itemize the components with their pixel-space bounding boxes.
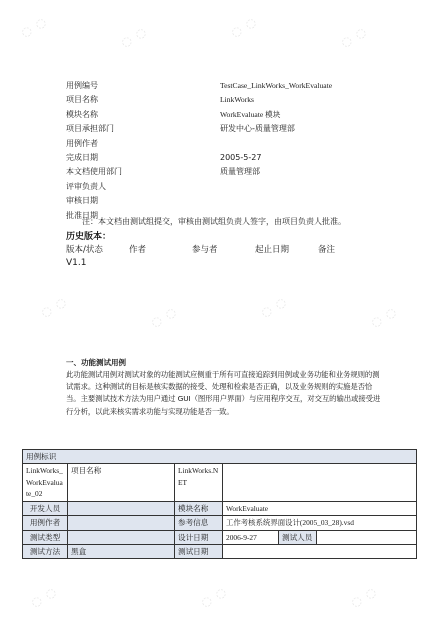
meta-value: TestCase_LinkWorks_WorkEvaluate (220, 81, 333, 90)
meta-label: 用例作者 (66, 138, 98, 148)
project-label: 项目名称 (68, 464, 175, 502)
reference-label: 参考信息 (175, 516, 223, 531)
meta-label: 项目承担部门 (66, 124, 114, 134)
watermark-icon: ◌ ◌ (368, 303, 400, 331)
module-label: 模块名称 (175, 501, 223, 516)
test-date-label: 测试日期 (175, 545, 223, 559)
document-metadata (66, 79, 386, 223)
meta-row-module-name (66, 108, 386, 122)
table-row (23, 516, 417, 531)
watermark-icon: ◌ ◌ (28, 583, 60, 611)
test-type-value (68, 530, 175, 545)
test-type-label: 测试类型 (23, 530, 68, 545)
meta-value: 质量管理部 (220, 167, 260, 177)
meta-row-case-id (66, 79, 386, 93)
table-caption: 用例标识 (23, 450, 417, 464)
design-date-label: 设计日期 (175, 530, 223, 545)
developer-label: 开发人员 (23, 501, 68, 516)
meta-row-reviewer (66, 180, 386, 194)
tester-value (317, 530, 417, 545)
meta-label: 模块名称 (66, 109, 98, 119)
history-version: V1.1 (66, 258, 87, 268)
watermark-icon: ◌ ◌ (338, 23, 370, 51)
author-label: 用例作者 (23, 516, 68, 531)
table-row (23, 501, 417, 516)
watermark-icon: ◌ ◌ (228, 13, 260, 41)
watermark-icon: ◌ ◌ (258, 293, 290, 321)
project-value: LinkWorks.NET (175, 464, 223, 502)
meta-label: 本文档使用部门 (66, 167, 122, 177)
empty-cell (223, 464, 417, 502)
meta-row-author (66, 137, 386, 151)
history-header-remarks: 备注 (318, 245, 336, 255)
watermark-icon: ◌ ◌ (148, 303, 180, 331)
meta-row-department (66, 122, 386, 136)
tester-label: 测试人员 (279, 530, 317, 545)
meta-row-project-name (66, 93, 386, 107)
section-body: 此功能测试用例对测试对象的功能测试应侧重于所有可直接追踪到用例或业务功能和业务规则的测试需求。这种测试的目标是核实数据的接受、处理和检索是否正确，以及业务规则的实施是否恰当。主要测试技术方法为用户通过 GUI（图形用户界面）与应用程序交互，对交互的输出或接受进行分析，以此来核实需求功能与实现功能是否一致。 (66, 370, 381, 416)
case-id-value: LinkWorks_WorkEvaluate_02 (23, 464, 68, 502)
meta-row-review-date (66, 194, 386, 208)
test-case-table (22, 449, 417, 559)
meta-label: 评审负责人 (66, 181, 106, 191)
meta-row-using-department (66, 165, 386, 179)
table-row (23, 545, 417, 559)
meta-row-completion-date (66, 151, 386, 165)
meta-label: 批准日期 (66, 210, 98, 220)
author-value (68, 516, 175, 531)
meta-label: 完成日期 (66, 152, 98, 162)
history-header-row (66, 243, 386, 255)
meta-value: WorkEvaluate 模块 (220, 109, 281, 119)
watermark-icon: ◌ ◌ (198, 583, 230, 611)
developer-value (68, 501, 175, 516)
meta-value: 研发中心-质量管理部 (220, 124, 295, 134)
meta-label: 项目名称 (66, 95, 98, 105)
history-header-dates: 起止日期 (255, 245, 290, 255)
watermark-icon: ◌ ◌ (118, 23, 150, 51)
history-header-participants: 参与者 (192, 245, 218, 255)
watermark-icon: ◌ ◌ (18, 13, 50, 41)
watermark-icon: ◌ ◌ (38, 293, 70, 321)
design-date-value: 2006-9-27 (223, 530, 279, 545)
table-row (23, 464, 417, 502)
table-row (23, 530, 417, 545)
module-value: WorkEvaluate (223, 501, 417, 516)
history-header-version: 版本/状态 (66, 245, 103, 255)
test-date-value (223, 545, 417, 559)
section-title: 一、功能测试用例 (66, 358, 126, 367)
meta-label: 用例编号 (66, 81, 98, 90)
watermark-icon: ◌ ◌ (348, 583, 380, 611)
table-row (23, 450, 417, 464)
test-method-label: 测试方法 (23, 545, 68, 559)
reference-value: 工作考核系统界面设计(2005_03_28).vsd (223, 516, 417, 531)
approval-note: 注：本文档由测试组提交，审核由测试组负责人签字，由项目负责人批准。 (82, 217, 346, 226)
history-title: 历史版本： (66, 232, 112, 242)
meta-value: LinkWorks (220, 95, 254, 105)
meta-value: 2005-5-27 (220, 152, 262, 162)
history-header-author: 作者 (129, 245, 147, 255)
test-method-value: 黑盒 (68, 545, 175, 559)
meta-label: 审核日期 (66, 196, 98, 206)
